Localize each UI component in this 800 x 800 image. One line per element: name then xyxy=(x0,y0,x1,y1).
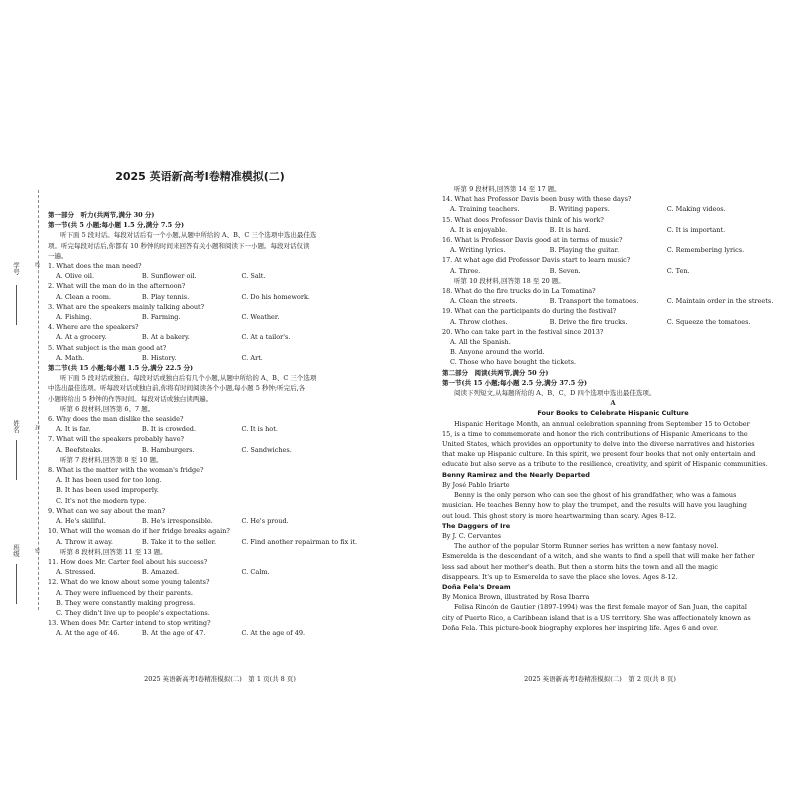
option: A. They were influenced by their parents. xyxy=(56,588,193,597)
option: B. Anyone around the world. xyxy=(450,348,545,357)
question-text: 5. What subject is the man good at? xyxy=(48,343,167,352)
option: A. It has been used for too long. xyxy=(56,476,162,485)
question-text: 18. What do the fire trucks do in La Tomatina? xyxy=(442,287,596,296)
side-label-student-id: 学号 xyxy=(12,262,20,275)
question-text: 13. When does Mr. Carter intend to stop writing? xyxy=(48,619,211,628)
passage-line: city of Puerto Rico, a Caribbean island that is a US territory. She was affectionately known as xyxy=(442,613,751,622)
material-note: 听第 6 段材料,回答第 6、7 题。 xyxy=(60,404,155,413)
option: B. At the age of 47. xyxy=(141,629,206,638)
option-row xyxy=(442,204,784,214)
option: B. At a bakery. xyxy=(141,333,190,342)
option: A. Math. xyxy=(56,353,85,362)
option: C. Those who have bought the tickets. xyxy=(450,358,577,367)
question-text: 15. What does Professor Davis think of his work? xyxy=(442,215,604,224)
option: A. At a grocery. xyxy=(56,333,107,342)
material-note: 听第 8 段材料,回答第 11 至 13 题。 xyxy=(60,547,167,556)
option: C. They didn't live up to people's expectations. xyxy=(56,608,210,617)
option: A. All the Spanish. xyxy=(450,338,511,347)
question-text: 11. How does Mr. Carter feel about his success? xyxy=(48,557,208,566)
option: A. He's skillful. xyxy=(56,517,106,526)
option: B. It is crowded. xyxy=(141,425,197,434)
question-text: 1. What does the man need? xyxy=(48,262,142,271)
option: B. Writing papers. xyxy=(549,205,610,214)
option-row xyxy=(48,271,388,281)
passage-line: United States, which provides an opportunity to delve into the diverse narratives and histories xyxy=(442,440,755,449)
material-note: 听第 9 段材料,回答第 14 至 17 题。 xyxy=(454,185,561,193)
question-text: 8. What is the matter with the woman's fridge? xyxy=(48,466,204,475)
option: A. Writing lyrics. xyxy=(450,246,506,255)
question-text: 19. What can the participants do during the festival? xyxy=(442,307,617,316)
instruction-line: 听下面 5 段对话或独白。每段对话或独白后有几个小题,从题中所给的 A、B、C 三个选项 xyxy=(60,374,317,383)
question-text: 4. Where are the speakers? xyxy=(48,323,139,332)
question-text: 6. Why does the man dislike the seaside? xyxy=(48,415,184,424)
option: C. It is important. xyxy=(666,225,726,234)
option: C. It's not the modern type. xyxy=(56,496,147,505)
passage-title: Four Books to Celebrate Hispanic Culture xyxy=(537,409,689,418)
option-row xyxy=(442,317,784,327)
option: A. Clean the streets. xyxy=(450,297,518,306)
option: B. Farming. xyxy=(141,313,181,322)
passage-line: Esmerelda is the descendant of a witch, and she wants to find a spell that will make her father xyxy=(442,552,755,561)
option: A. Olive oil. xyxy=(56,272,95,281)
material-note: 听第 10 段材料,回答第 18 至 20 题。 xyxy=(454,276,565,285)
side-label-class: 班级 xyxy=(12,544,20,557)
instruction-line: 一遍。 xyxy=(48,251,68,260)
passage-line: 15, is a time to commemorate and honor the rich contributions of Hispanic Americans to the xyxy=(442,429,748,438)
option-row xyxy=(48,516,388,526)
option-row xyxy=(48,312,388,322)
option: B. It has been used improperly. xyxy=(56,486,159,495)
option: C. Squeeze the tomatoes. xyxy=(666,317,751,326)
option-row xyxy=(48,567,388,577)
option-row xyxy=(48,353,388,363)
option: A. It is enjoyable. xyxy=(450,225,508,234)
option-row xyxy=(48,292,388,302)
option-row xyxy=(48,628,388,638)
option: A. Clean a room. xyxy=(56,292,111,301)
option: C. Remembering lyrics. xyxy=(666,246,745,255)
option: C. Making videos. xyxy=(666,205,726,214)
passage-line: Hispanic Heritage Month, an annual celebration spanning from September 15 to October xyxy=(454,419,750,428)
option: B. Hamburgers. xyxy=(141,445,195,454)
option: B. History. xyxy=(141,353,177,362)
side-underline xyxy=(16,440,18,480)
option-row xyxy=(442,266,784,276)
page-footer: 2025 英语新高考Ⅰ卷精准模拟(二) 第 2 页(共 8 页) xyxy=(524,675,676,683)
option: C. Weather. xyxy=(241,313,280,322)
book-author: By J. C. Cervantes xyxy=(442,531,502,540)
cut-label: 密 xyxy=(34,548,40,553)
question-text: 14. What has Professor Davis been busy with these days? xyxy=(442,195,632,204)
option: B. Seven. xyxy=(549,266,581,275)
book-title: The Daggers of Ire xyxy=(442,521,511,530)
option: A. Throw it away. xyxy=(56,537,113,546)
question-text: 12. What do we know about some young talents? xyxy=(48,578,210,587)
question-text: 7. What will the speakers probably have? xyxy=(48,435,185,444)
passage-line: out loud. This ghost story is more heartwarming than scary. Ages 8-12. xyxy=(442,511,677,520)
option: A. Three. xyxy=(450,266,481,275)
option-row xyxy=(48,332,388,342)
instruction-line: 项。听完每段对话后,你都有 10 秒钟的时间来回答有关小题和阅读下一小题。每段对话仅读 xyxy=(48,241,310,250)
option-row xyxy=(442,245,784,255)
option: A. Stressed. xyxy=(56,568,96,577)
part-heading: 第一部分 听力(共两节,满分 30 分) xyxy=(48,211,155,219)
passage-line: less sad about her mother's death. But then a storm hits the town and all the magic xyxy=(442,562,718,571)
option: B. It is hard. xyxy=(549,225,591,234)
option: A. Throw clothes. xyxy=(450,317,508,326)
option: A. At the age of 46. xyxy=(56,629,120,638)
option: B. Sunflower oil. xyxy=(141,272,197,281)
option: A. It is far. xyxy=(56,425,91,434)
option: C. Salt. xyxy=(241,272,266,281)
option: A. Beefsteaks. xyxy=(56,445,103,454)
passage-line: disappears. It's up to Esmerelda to save the place she loves. Ages 8-12. xyxy=(442,572,678,581)
option: C. Sandwiches. xyxy=(241,445,292,454)
cut-label: 封 xyxy=(34,425,40,430)
instruction-line: 小题将给出 5 秒钟的作答时间。每段对话或独白读两遍。 xyxy=(48,394,213,403)
side-label-name: 姓名 xyxy=(12,420,20,433)
option: B. They were constantly making progress. xyxy=(56,598,196,607)
material-note: 听第 7 段材料,回答第 8 至 10 题。 xyxy=(60,455,163,464)
passage-line: educate but also serve as a tribute to the resilience, creativity, and spirit of Hispanic communities. xyxy=(442,460,768,469)
side-underline xyxy=(16,564,18,604)
passage-line: Benny is the only person who can see the ghost of his grandfather, who was a famous xyxy=(454,491,737,500)
option-row xyxy=(442,225,784,235)
option: C. Art. xyxy=(241,353,263,362)
option: B. Play tennis. xyxy=(141,292,190,301)
option-row xyxy=(442,296,784,306)
page-one-content xyxy=(48,210,388,639)
question-text: 3. What are the speakers mainly talking about? xyxy=(48,302,205,311)
option: A. Training teachers. xyxy=(450,205,520,214)
passage-line: Felisa Rincón de Gautier (1897-1994) was the first female mayor of San Juan, the capital xyxy=(454,603,747,612)
option: C. He's proud. xyxy=(241,517,289,526)
passage-letter: A xyxy=(610,399,616,408)
option: B. Drive the fire trucks. xyxy=(549,317,628,326)
question-text: 2. What will the man do in the afternoon? xyxy=(48,282,186,291)
book-author: By Monica Brown, illustrated by Rosa Ibarra xyxy=(442,593,590,602)
option: C. Ten. xyxy=(666,266,690,275)
option-row xyxy=(48,445,388,455)
question-text: 20. Who can take part in the festival since 2013? xyxy=(442,327,604,336)
option: C. Calm. xyxy=(241,568,270,577)
option: A. Fishing. xyxy=(56,313,92,322)
part-heading: 第二部分 阅读(共两节,满分 50 分) xyxy=(442,368,549,377)
page-two xyxy=(400,0,800,800)
instruction-line: 阅读下列短文,从每题所给的 A、B、C、D 四个选项中选出最佳选项。 xyxy=(454,389,656,398)
book-author: By José Pablo Iriarte xyxy=(442,480,510,489)
option-row xyxy=(48,424,388,434)
option: C. Do his homework. xyxy=(241,292,310,301)
option: C. Maintain order in the streets. xyxy=(666,297,774,306)
section-heading: 第二节(共 15 小题;每小题 1.5 分,满分 22.5 分) xyxy=(48,364,194,373)
page-footer: 2025 英语新高考Ⅰ卷精准模拟(二) 第 1 页(共 8 页) xyxy=(144,675,296,683)
option: B. Amazed. xyxy=(141,568,180,577)
passage-line: Doña Fela. This picture-book biography explores her inspiring life. Ages 6 and over. xyxy=(442,623,719,632)
option: C. Find another repairman to fix it. xyxy=(241,537,358,546)
instruction-line: 中选出最佳选项。听每段对话或独白前,你将有时间阅读各个小题,每小题 5 秒钟;听完后,各 xyxy=(48,384,306,393)
cut-label: 线 xyxy=(34,262,40,267)
section-heading: 第一节(共 5 小题;每小题 1.5 分,满分 7.5 分) xyxy=(48,221,185,230)
option: B. Take it to the seller. xyxy=(141,537,217,546)
book-title: Doña Fela's Dream xyxy=(442,582,511,591)
side-underline xyxy=(16,285,18,325)
option-row xyxy=(48,537,388,547)
option: C. At the age of 49. xyxy=(241,629,306,638)
question-text: 17. At what age did Professor Davis start to learn music? xyxy=(442,256,631,265)
book-title: Benny Ramirez and the Nearly Departed xyxy=(442,470,590,479)
option: C. At a tailor's. xyxy=(241,333,291,342)
page-two-content xyxy=(442,184,784,633)
section-heading: 第一节(共 15 小题;每小题 2.5 分,满分 37.5 分) xyxy=(442,378,588,387)
instruction-line: 听下面 5 段对话。每段对话后有一个小题,从题中所给的 A、B、C 三个选项中选出最佳选 xyxy=(60,231,317,240)
passage-line: that make up Hispanic culture. In this spirit, we present four books that not only entertain and xyxy=(442,450,756,459)
option: B. Transport the tomatoes. xyxy=(549,297,639,306)
option: B. He's irresponsible. xyxy=(141,517,213,526)
option: C. It is hot. xyxy=(241,425,278,434)
passage-line: musician. He teaches Benny how to play the trumpet, and the results will have you laughing xyxy=(442,501,747,510)
passage-line: The author of the popular Storm Runner series has written a new fantasy novel. xyxy=(454,542,719,551)
question-text: 10. What will the woman do if her fridge breaks again? xyxy=(48,527,230,536)
question-text: 9. What can we say about the man? xyxy=(48,506,166,515)
option: B. Playing the guitar. xyxy=(549,246,620,255)
question-text: 16. What is Professor Davis good at in terms of music? xyxy=(442,236,623,245)
binding-line xyxy=(38,190,39,610)
exam-title: 2025 英语新高考Ⅰ卷精准模拟(二) xyxy=(115,170,285,183)
